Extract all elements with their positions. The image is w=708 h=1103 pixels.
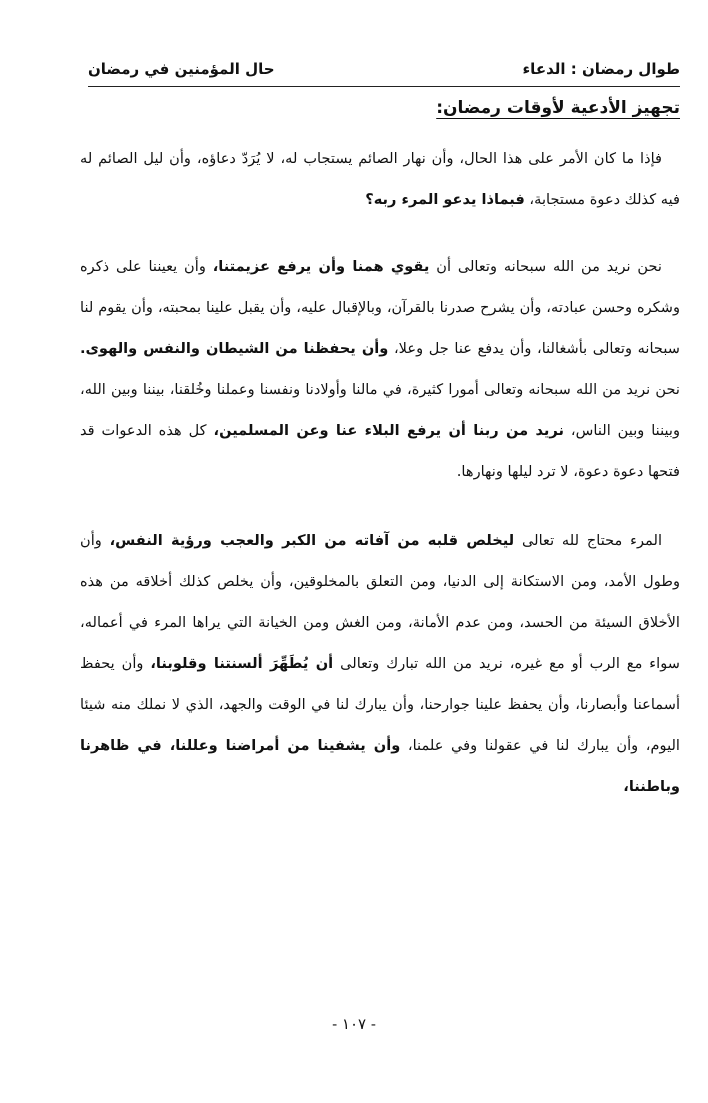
- paragraph-3-text-1: المرء محتاج لله تعالى: [514, 532, 662, 549]
- paragraph-1: [80, 138, 680, 220]
- paragraph-3-bold-3: وأن يشفينا من أمراضنا وعللنا، في ظاهرنا وباطننا،: [80, 737, 680, 795]
- paragraph-3: [80, 520, 680, 807]
- body-text: [80, 138, 680, 807]
- header-book-title: حال المؤمنين في رمضان: [88, 60, 275, 78]
- paragraph-2-text-3: نحن نريد من الله سبحانه وتعالى أمورا كثيرة، في مالنا وأولادنا ونفسنا وعملنا وخُلقنا، بيننا وبين الله، وبيننا وبين الناس،: [80, 381, 680, 439]
- paragraph-2: [80, 246, 680, 492]
- page-number: - ١٠٧ -: [332, 1015, 376, 1033]
- header-chapter: طوال رمضان : الدعاء: [522, 60, 680, 78]
- running-header: [88, 58, 680, 80]
- paragraph-3-text-2: وأن وطول الأمد، ومن الاستكانة إلى الدنيا، ومن التعلق بالمخلوقين، وأن يخلص كذلك أخلاقه من هذه الأخلاق السيئة من الحسد، ومن عدم الأمانة، ومن الغش ومن الخيانة التي يراها المرء في أعماله، سواء مع الرب أو مع غيره، نريد من الله تبارك وتعالى: [80, 532, 680, 672]
- paragraph-2-bold-2: وأن يحفظنا من الشيطان والنفس والهوى.: [80, 340, 389, 357]
- header-divider: [88, 86, 680, 87]
- paragraph-3-bold-2: أن يُطَهِّرَ ألسنتنا وقلوبنا،: [150, 655, 334, 672]
- section-heading: تجهيز الأدعية لأوقات رمضان:: [436, 98, 680, 118]
- paragraph-2-text-2: وأن يعيننا على ذكره وشكره وحسن عبادته، وأن يشرح صدرنا بالقرآن، وبالإقبال عليه، وأن يقبل علينا بمحبته، وأن يقوم لنا سبحانه وتعالى بأشغالنا، وأن يدفع عنا جل وعلا،: [80, 258, 680, 357]
- paragraph-2-bold-1: يقوي همنا وأن يرفع عزيمتنا،: [212, 258, 430, 275]
- paragraph-2-text-4: كل هذه الدعوات قد فتحها دعوة دعوة، لا ترد ليلها ونهارها.: [80, 422, 680, 480]
- paragraph-2-bold-3: نريد من ربنا أن يرفع البلاء عنا وعن المسلمين،: [213, 422, 564, 439]
- paragraph-1-bold-question: فبماذا يدعو المرء ربه؟: [365, 191, 525, 208]
- paragraph-3-bold-1: ليخلص قلبه من آفاته من الكبر والعجب ورؤية النفس،: [109, 532, 515, 549]
- paragraph-3-text-3: وأن يحفظ أسماعنا وأبصارنا، وأن يحفظ علينا جوارحنا، وأن يبارك لنا في الوقت والجهد، الذي لا نملك منه شيئا اليوم، وأن يبارك لنا في عقولنا وفي علمنا،: [80, 655, 680, 754]
- paragraph-2-text-1: نحن نريد من الله سبحانه وتعالى أن: [429, 258, 662, 275]
- paragraph-1-text: فإذا ما كان الأمر على هذا الحال، وأن نهار الصائم يستجاب له، لا يُرَدّ دعاؤه، وأن ليل الصائم له فيه كذلك دعوة مستجابة،: [80, 150, 680, 208]
